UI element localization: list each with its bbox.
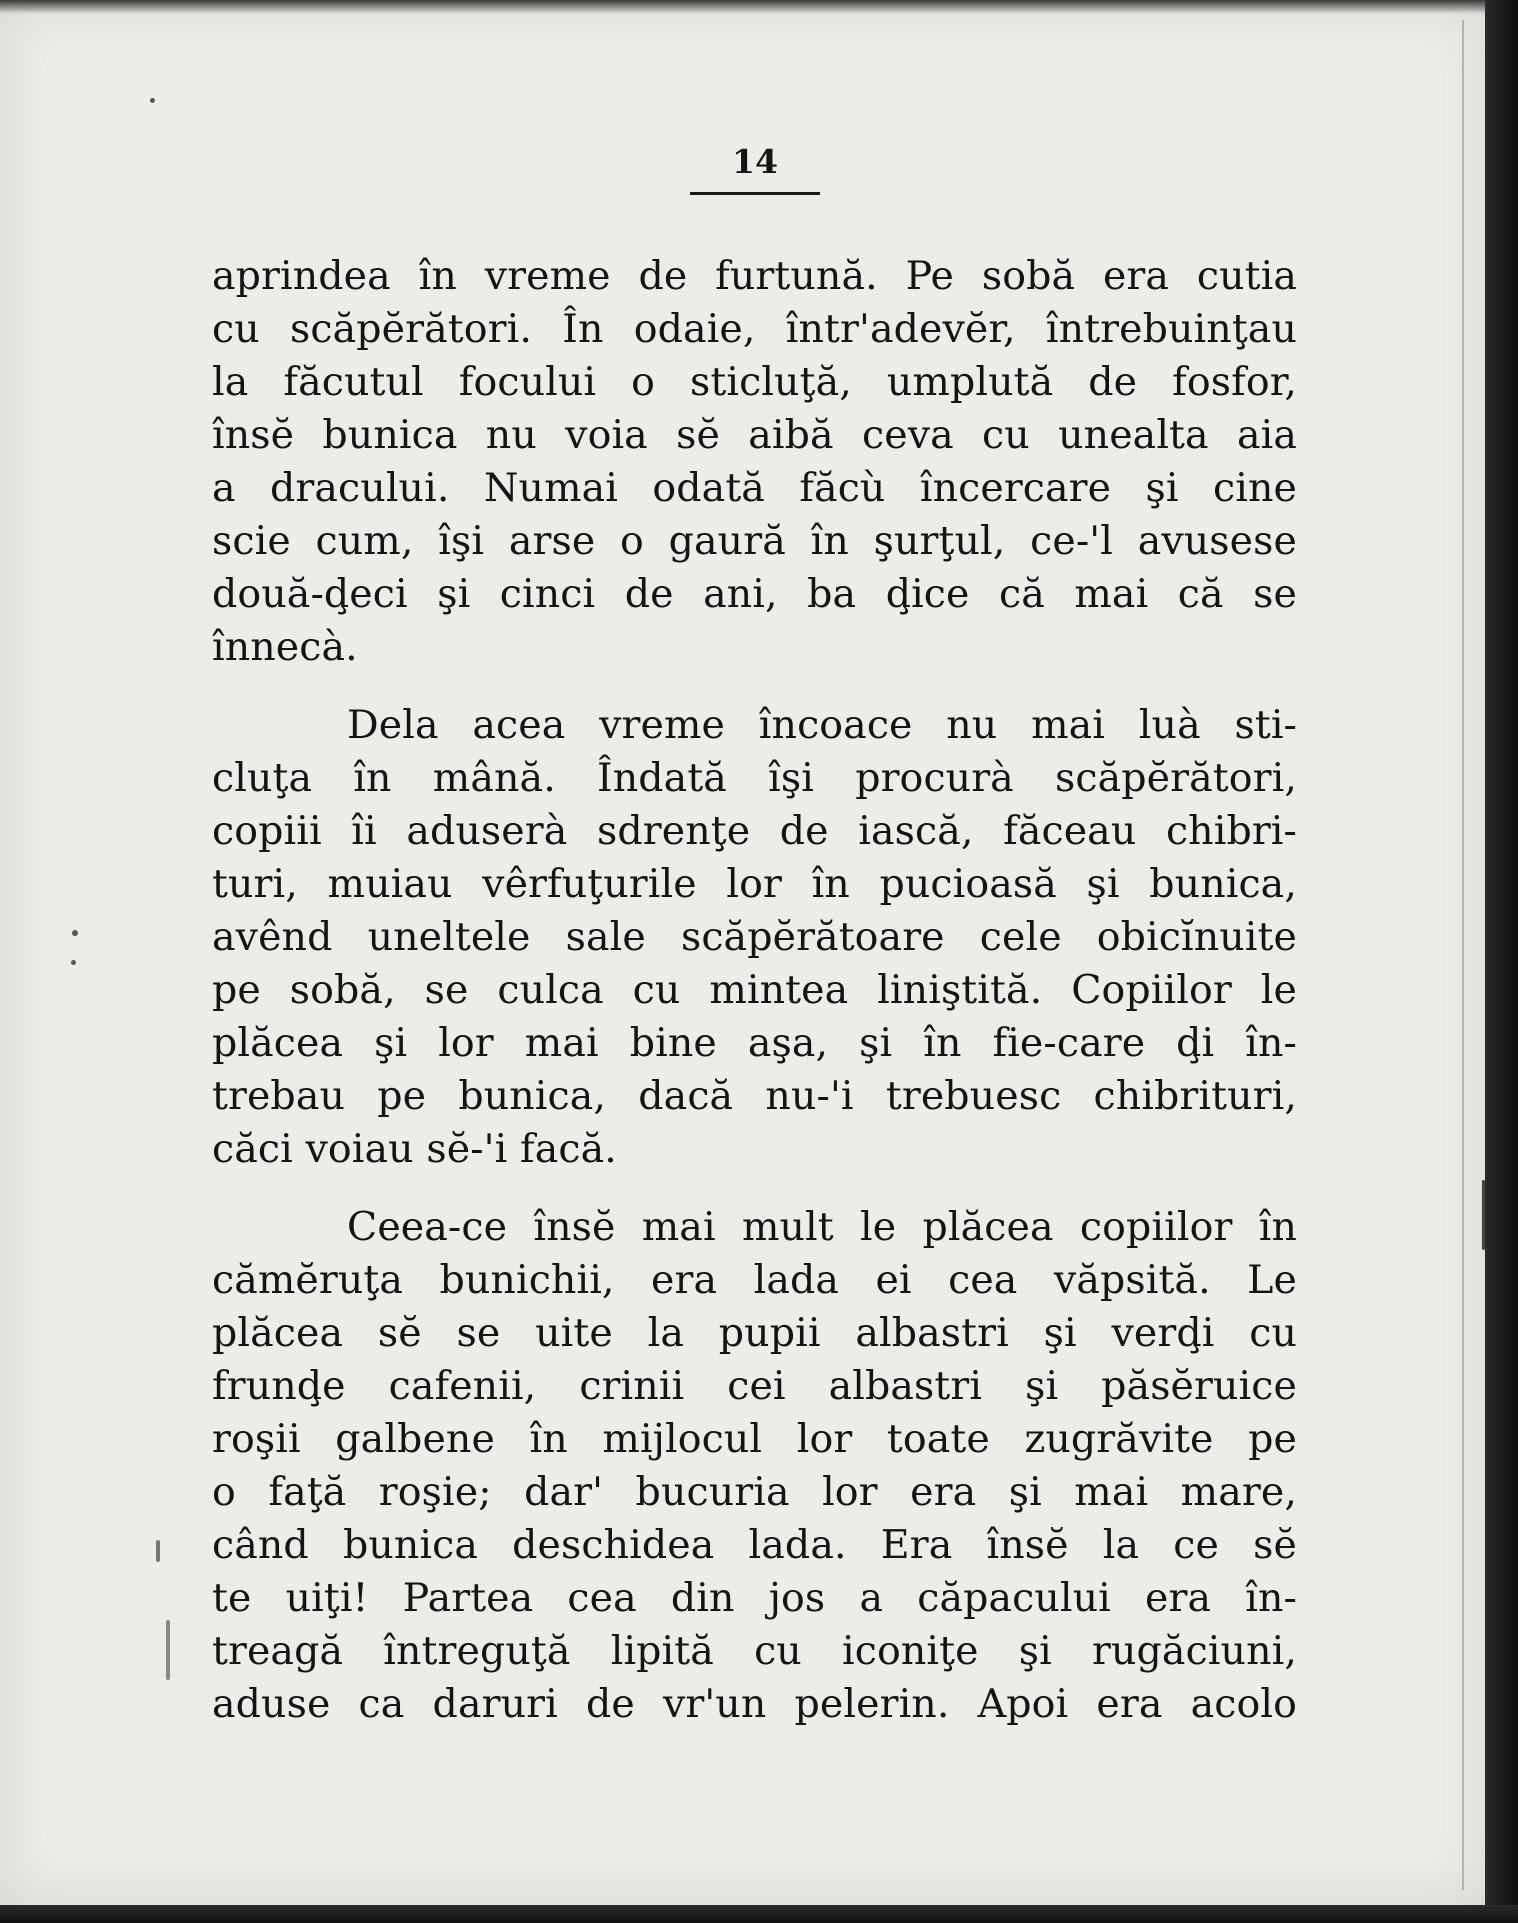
paragraph-3 <box>212 1201 1297 1731</box>
text-line: scie cum, îşi arse o gaură în şurţul, ce-'l avusese <box>212 518 1297 564</box>
text-line: a dracului. Numai odată făcù încercare şi cine <box>212 465 1297 511</box>
text-line: o faţă roşie; dar' bucuria lor era şi mai mare, <box>212 1469 1297 1515</box>
text-line: cu scăpĕrători. În odaie, într'adevĕr, întrebuinţau <box>212 306 1297 352</box>
text-line: trebau pe bunica, dacă nu-'i trebuesc chibrituri, <box>212 1073 1297 1119</box>
dust-speck <box>156 1540 160 1562</box>
text-line: căci voiau sĕ-'i facă. <box>212 1126 617 1172</box>
text-line: roşii galbene în mijlocul lor toate zugrăvite pe <box>212 1416 1297 1462</box>
dust-speck <box>166 1620 170 1680</box>
scan-top-shadow <box>0 0 1518 14</box>
text-line: frunḑe cafenii, crinii cei albastri şi păsĕruice <box>212 1363 1297 1409</box>
page-number-underline <box>690 192 820 195</box>
text-line: copiii îi aduserà sdrenţe de iască, făceau chibri- <box>212 808 1297 854</box>
text-line: plăcea şi lor mai bine aşa, şi în fie-care ḑi în- <box>212 1020 1297 1066</box>
text-line: la făcutul focului o sticluţă, umplută de fosfor, <box>212 359 1297 405</box>
page-number: 14 <box>732 142 778 181</box>
text-line: însĕ bunica nu voia sĕ aibă ceva cu unealta aia <box>212 412 1297 458</box>
text-line: treagă întreguţă lipită cu iconiţe şi rugăciuni, <box>212 1628 1297 1674</box>
text-line: aprindea în vreme de furtună. Pe sobă era cutia <box>212 253 1297 299</box>
paragraph-gap <box>212 674 1297 699</box>
paragraph-gap <box>212 1176 1297 1201</box>
text-line: Ceea-ce însĕ mai mult le plăcea copiilor în <box>347 1204 1297 1250</box>
text-line: înnecà. <box>212 624 358 670</box>
scan-right-edge <box>1485 0 1518 1923</box>
text-line: te uiţi! Partea cea din jos a căpacului era în- <box>212 1575 1297 1621</box>
page-fold-shadow <box>1462 20 1464 1890</box>
text-line: avênd uneltele sale scăpĕrătoare cele obicĭnuite <box>212 914 1297 960</box>
text-line: turi, muiau vêrfuţurile lor în pucioasă şi bunica, <box>212 861 1297 907</box>
text-line: Dela acea vreme încoace nu mai luà sti- <box>347 702 1297 748</box>
text-line: plăcea sĕ se uite la pupii albastri şi verḑi cu <box>212 1310 1297 1356</box>
text-line: când bunica deschidea lada. Era însĕ la ce sĕ <box>212 1522 1297 1568</box>
dust-speck <box>72 930 78 936</box>
text-line: cluţa în mână. Îndată îşi procurà scăpĕrători, <box>212 755 1297 801</box>
text-line: aduse ca daruri de vr'un pelerin. Apoi era acolo <box>212 1681 1297 1727</box>
body-text <box>212 250 1297 1731</box>
paragraph-1 <box>212 250 1297 674</box>
dust-speck <box>150 98 155 103</box>
paragraph-2 <box>212 699 1297 1176</box>
dust-speck <box>71 960 76 965</box>
text-line: pe sobă, se culca cu mintea liniştită. Copiilor le <box>212 967 1297 1013</box>
scan-bottom-edge <box>0 1905 1518 1923</box>
text-line: cămĕruţa bunichii, era lada ei cea văpsită. Le <box>212 1257 1297 1303</box>
text-line: două-ḑeci şi cinci de ani, ba ḑice că mai că se <box>212 571 1297 617</box>
